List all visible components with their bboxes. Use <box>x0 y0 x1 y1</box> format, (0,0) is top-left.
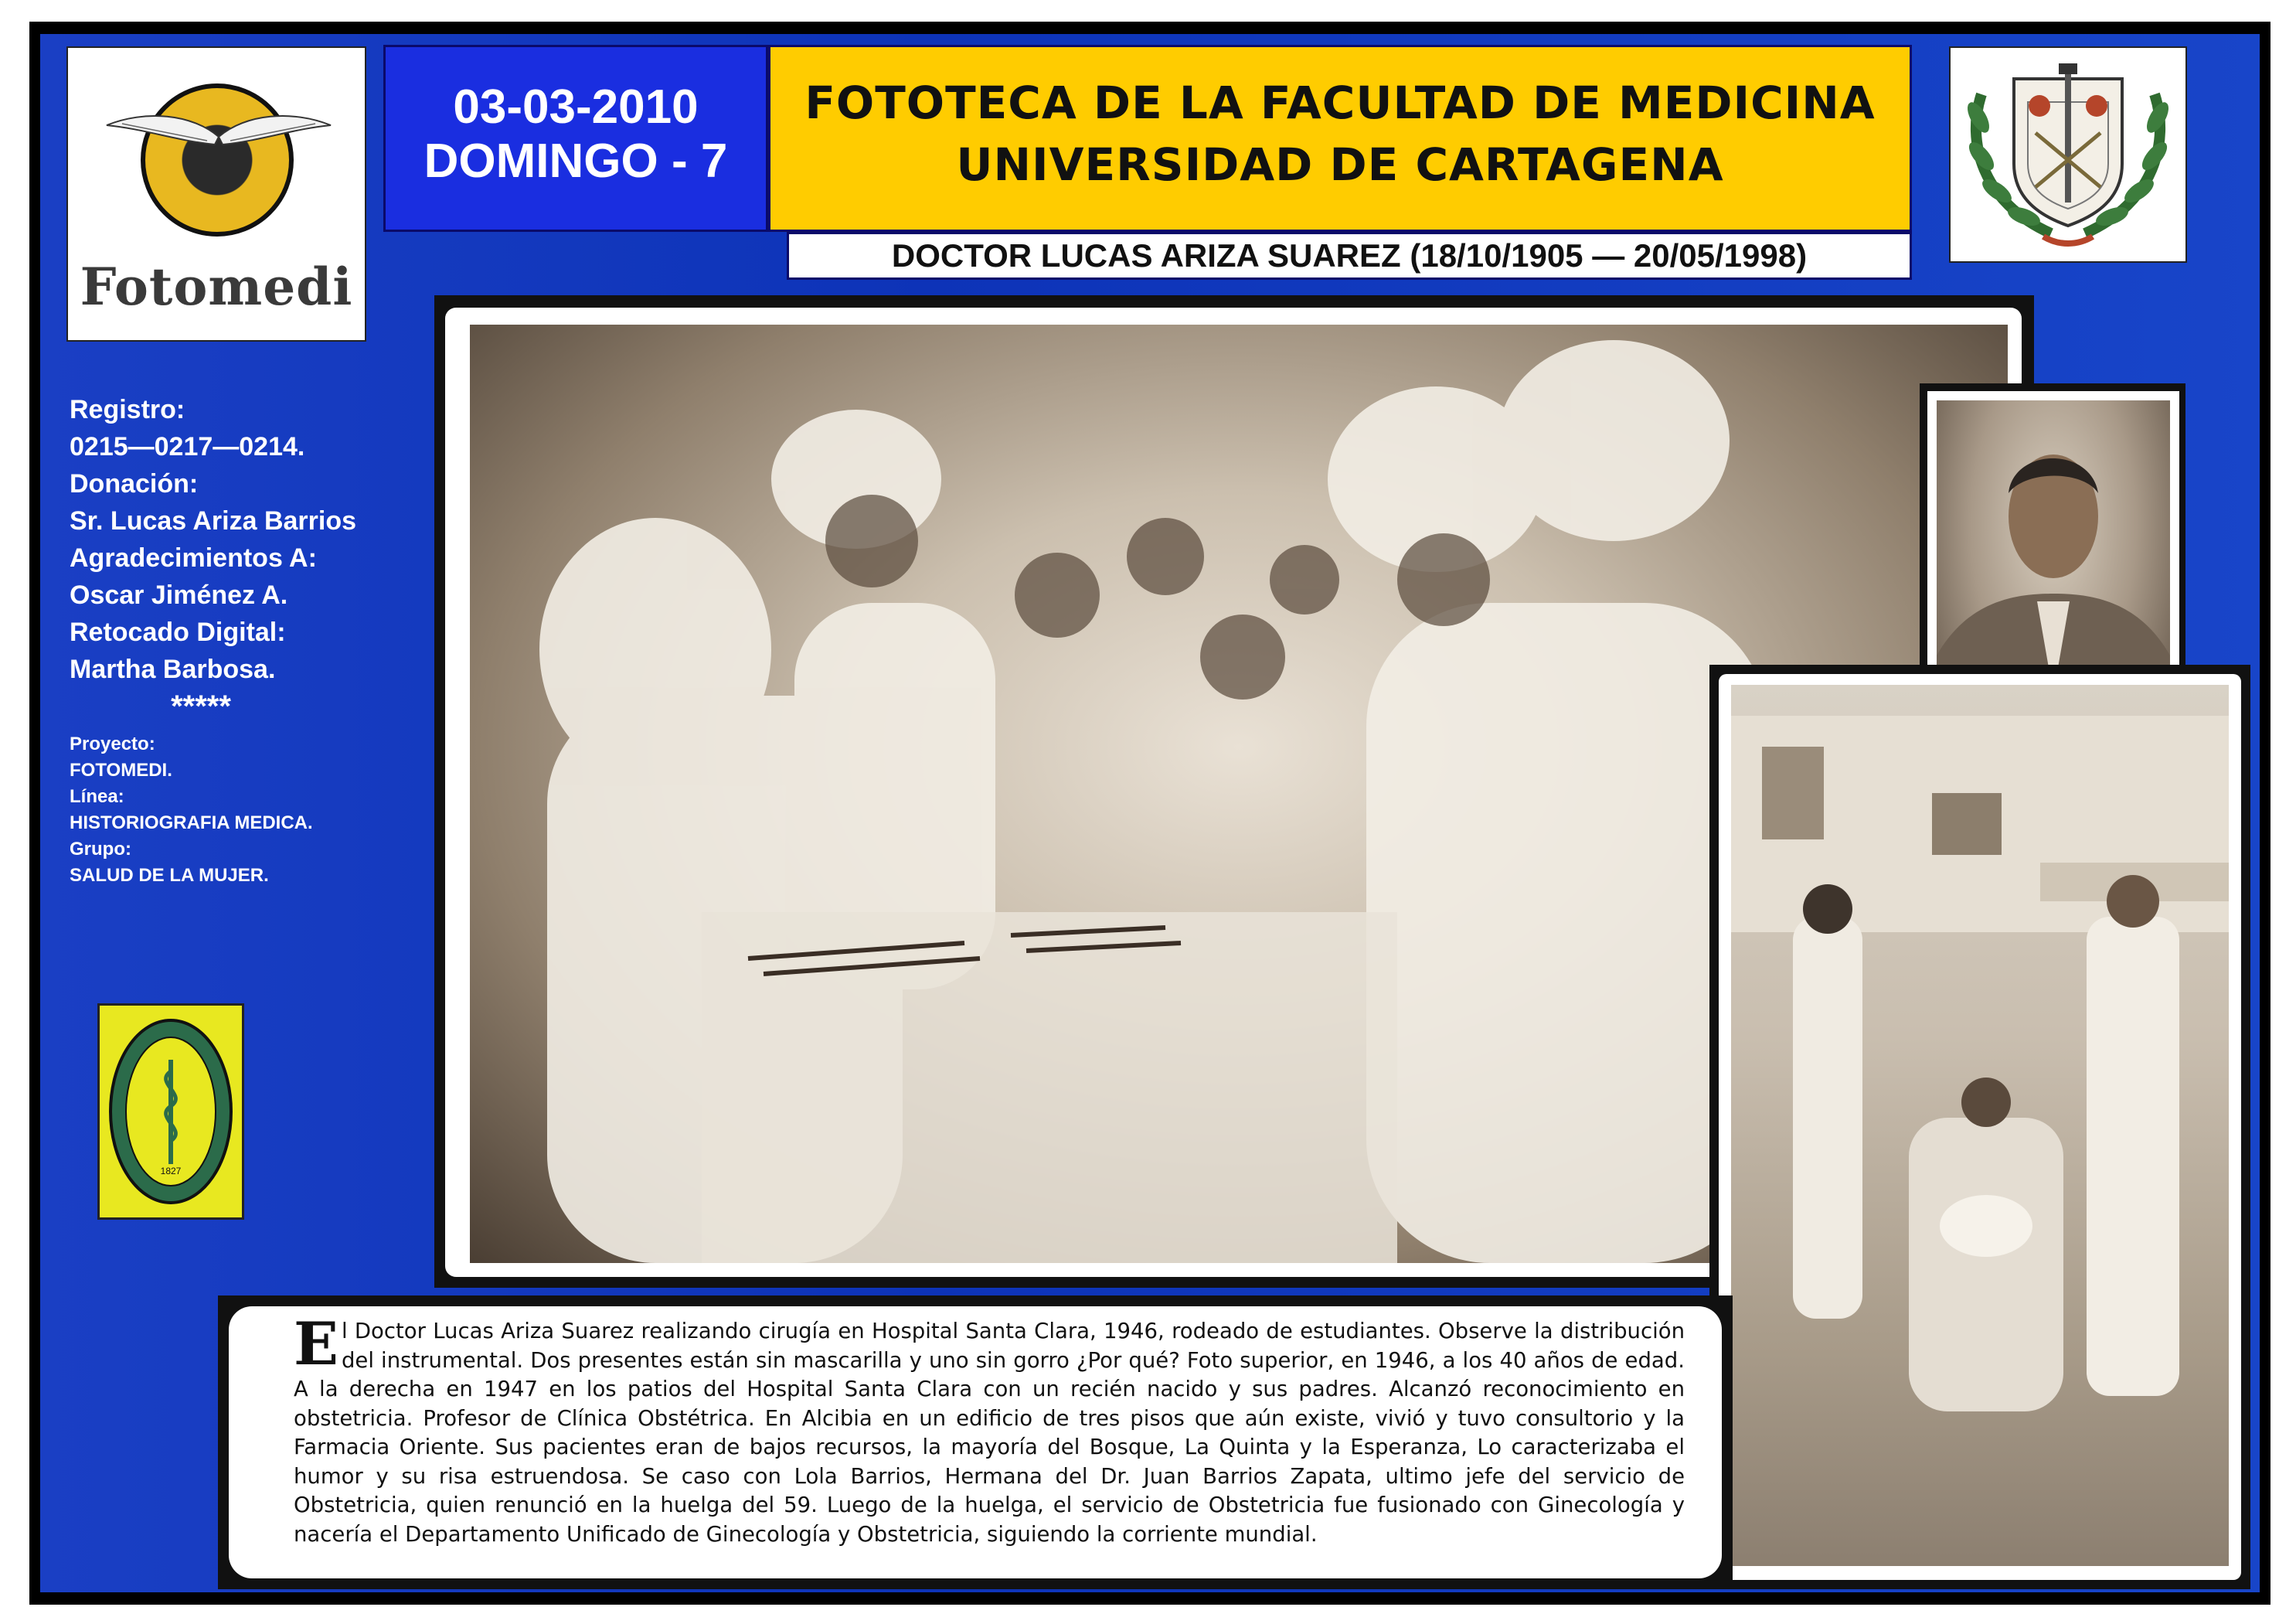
caption-text <box>294 1309 1685 1549</box>
page-title: FOTOTECA DE LA FACULTAD DE MEDICINA <box>804 77 1876 129</box>
grupo-label: Grupo: <box>70 839 131 860</box>
subtitle-box <box>787 232 1912 280</box>
seal-year: 1827 <box>160 1166 182 1176</box>
udc-faculty-logo <box>97 1003 244 1220</box>
courtyard-photo <box>1731 685 2229 1566</box>
donacion-label: Donación: <box>70 469 199 499</box>
fotomedi-logo <box>66 46 366 342</box>
caption-box <box>229 1306 1722 1578</box>
retocado-value: Martha Barbosa. <box>70 655 276 684</box>
faculty-seal-icon <box>100 1006 242 1217</box>
courtyard-scene <box>1731 685 2229 1566</box>
proyecto-value: FOTOMEDI. <box>70 760 172 781</box>
day-label: DOMINGO - 7 <box>423 134 728 188</box>
caption-body: l Doctor Lucas Ariza Suarez realizando cirugía en Hospital Santa Clara, 1946, rodeado de estudiantes. Observe la distribución del instrumental. Dos presentes están sin mascarilla y uno sin gorro ¿Por qué? Foto superior, en 1946, a los 40 años de edad. A la derecha en 1947 en los patios del Hospital Santa Clara con un recién nacido y sus padres. Alcanzó reconocimiento en obstetricia. Profesor de Clínica Obstétrica. En Alcibia en un edificio de tres pisos que aún existe, vivió y tuvo consultorio y la Farmacia Oriente. Sus pacientes eran de bajos recursos, la mayoría del Bosque, La Quinta y la Esperanza, Lo caracterizaba el humor y su risa estruendosa. Se caso con Lola Barrios, Hermana del Dr. Juan Barrios Zapata, ultimo jefe del servicio de Obstetricia, quien renunció en la huelga del 59. Luego de la huelga, el servicio de Obstetricia fue fusionado con Ginecología y nacería el Departamento Unificado de Ginecología y Obstetricia, siguiendo la corriente mundial. <box>294 1319 1685 1547</box>
wings-icon <box>99 110 338 164</box>
page-subtitle: UNIVERSIDAD DE CARTAGENA <box>956 138 1724 191</box>
linea-value: HISTORIOGRAFIA MEDICA. <box>70 812 313 833</box>
doctor-name: DOCTOR LUCAS ARIZA SUAREZ (18/10/1905 — 20/05/1998) <box>891 237 1808 274</box>
agradecimientos-value: Oscar Jiménez A. <box>70 580 288 610</box>
proyecto-label: Proyecto: <box>70 734 155 754</box>
linea-label: Línea: <box>70 786 124 807</box>
sidebar-info <box>70 391 394 889</box>
date: 03-03-2010 <box>453 80 699 134</box>
retocado-label: Retocado Digital: <box>70 618 286 647</box>
title-box <box>768 45 1912 232</box>
donacion-value: Sr. Lucas Ariza Barrios <box>70 506 357 536</box>
agradecimientos-label: Agradecimientos A: <box>70 543 317 573</box>
drop-cap: E <box>294 1309 338 1378</box>
university-crest <box>1949 46 2187 263</box>
separator-stars: ***** <box>171 689 231 723</box>
registro-label: Registro: <box>70 395 185 424</box>
grupo-value: SALUD DE LA MUJER. <box>70 865 269 886</box>
crest-icon <box>1951 48 2185 261</box>
logo-text: Fotomedi <box>80 257 353 317</box>
date-box <box>383 45 768 232</box>
registro-value: 0215—0217—0214. <box>70 432 305 461</box>
